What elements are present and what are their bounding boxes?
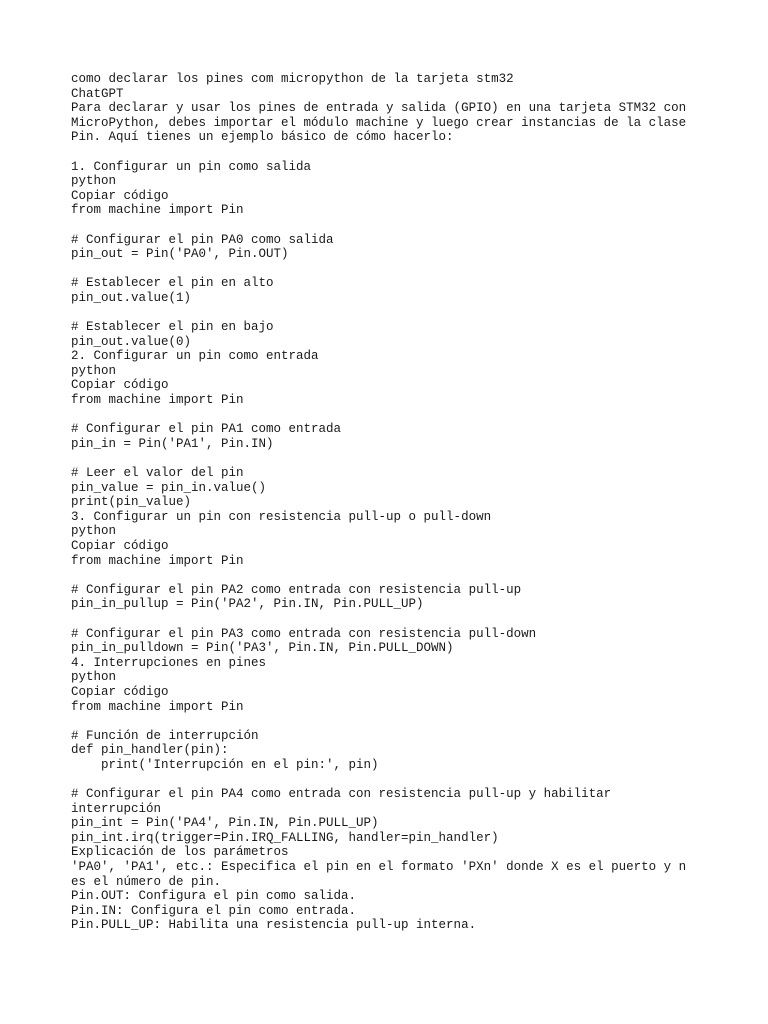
text-line: MicroPython, debes importar el módulo machine y luego crear instancias de la clase bbox=[71, 115, 687, 130]
text-line: Para declarar y usar los pines de entrada y salida (GPIO) en una tarjeta STM32 con bbox=[71, 101, 687, 116]
text-line: python bbox=[71, 670, 117, 685]
blank-line bbox=[71, 306, 751, 321]
text-line: from machine import Pin bbox=[71, 203, 244, 218]
text-line: Copiar código bbox=[71, 188, 169, 203]
text-line: pin_out = Pin('PA0', Pin.OUT) bbox=[71, 247, 289, 262]
text-line: es el número de pin. bbox=[71, 874, 222, 889]
text-line: Copiar código bbox=[71, 684, 169, 699]
text-line: Pin.IN: Configura el pin como entrada. bbox=[71, 903, 357, 918]
text-line: pin_int = Pin('PA4', Pin.IN, Pin.PULL_UP) bbox=[71, 816, 379, 831]
text-line: # Configurar el pin PA4 como entrada con resistencia pull-up y habilitar bbox=[71, 787, 612, 802]
text-line: # Configurar el pin PA0 como salida bbox=[71, 232, 334, 247]
text-line: pin_in_pullup = Pin('PA2', Pin.IN, Pin.PULL_UP) bbox=[71, 597, 424, 612]
text-line: 2. Configurar un pin como entrada bbox=[71, 349, 319, 364]
blank-line bbox=[71, 218, 751, 233]
text-line: Pin. Aquí tienes un ejemplo básico de cómo hacerlo: bbox=[71, 130, 454, 145]
blank-line bbox=[71, 145, 751, 160]
text-line: Copiar código bbox=[71, 539, 169, 553]
text-line: from machine import Pin bbox=[71, 699, 244, 714]
text-line: python bbox=[71, 363, 117, 378]
blank-line bbox=[71, 451, 751, 466]
text-line: pin_in_pulldown = Pin('PA3', Pin.IN, Pin.PULL_DOWN) bbox=[71, 641, 454, 656]
text-line: print(pin_value) bbox=[71, 495, 192, 510]
text-line: # Leer el valor del pin bbox=[71, 466, 244, 481]
blank-line bbox=[71, 408, 751, 423]
blank-line bbox=[71, 568, 751, 583]
text-line: pin_value = pin_in.value() bbox=[71, 480, 267, 495]
text-line: Pin.OUT: Configura el pin como salida. bbox=[71, 889, 357, 904]
text-line: from machine import Pin bbox=[71, 393, 244, 408]
text-line: Explicación de los parámetros bbox=[71, 845, 289, 860]
blank-line bbox=[71, 714, 751, 729]
text-line: # Establecer el pin en bajo bbox=[71, 320, 274, 335]
text-line: Copiar código bbox=[71, 378, 169, 393]
text-line: # Configurar el pin PA3 como entrada con resistencia pull-down bbox=[71, 626, 537, 641]
text-line: # Configurar el pin PA2 como entrada con resistencia pull-up bbox=[71, 582, 522, 597]
text-line: interrupción bbox=[71, 801, 162, 816]
blank-line bbox=[71, 773, 751, 788]
text-line: 1. Configurar un pin como salida bbox=[71, 159, 312, 174]
text-line: # Función de interrupción bbox=[71, 728, 259, 743]
text-line: 3. Configurar un pin con resistencia pull-up o pull-down bbox=[71, 509, 492, 524]
text-line: from machine import Pin bbox=[71, 553, 244, 568]
text-line: 4. Interrupciones en pines bbox=[71, 655, 267, 670]
blank-line bbox=[71, 612, 751, 627]
text-line: def pin_handler(pin): bbox=[71, 743, 229, 758]
text-line: pin_in = Pin('PA1', Pin.IN) bbox=[71, 436, 274, 451]
text-line: # Configurar el pin PA1 como entrada bbox=[71, 422, 342, 437]
text-line: como declarar los pines com micropython de la tarjeta stm32 bbox=[71, 72, 514, 86]
text-line: pin_out.value(0) bbox=[71, 334, 192, 349]
text-line: pin_out.value(1) bbox=[71, 290, 192, 305]
text-line: python bbox=[71, 174, 117, 189]
blank-line bbox=[71, 262, 751, 277]
text-line: print('Interrupción en el pin:', pin) bbox=[71, 757, 379, 772]
text-line: ChatGPT bbox=[71, 86, 124, 101]
text-line: Pin.PULL_UP: Habilita una resistencia pull-up interna. bbox=[71, 918, 477, 933]
text-line: python bbox=[71, 524, 117, 539]
text-line: pin_int.irq(trigger=Pin.IRQ_FALLING, handler=pin_handler) bbox=[71, 830, 499, 845]
text-line: 'PA0', 'PA1', etc.: Especifica el pin en el formato 'PXn' donde X es el puerto y n bbox=[71, 860, 687, 875]
text-line: # Establecer el pin en alto bbox=[71, 276, 274, 291]
document-body bbox=[71, 72, 751, 933]
